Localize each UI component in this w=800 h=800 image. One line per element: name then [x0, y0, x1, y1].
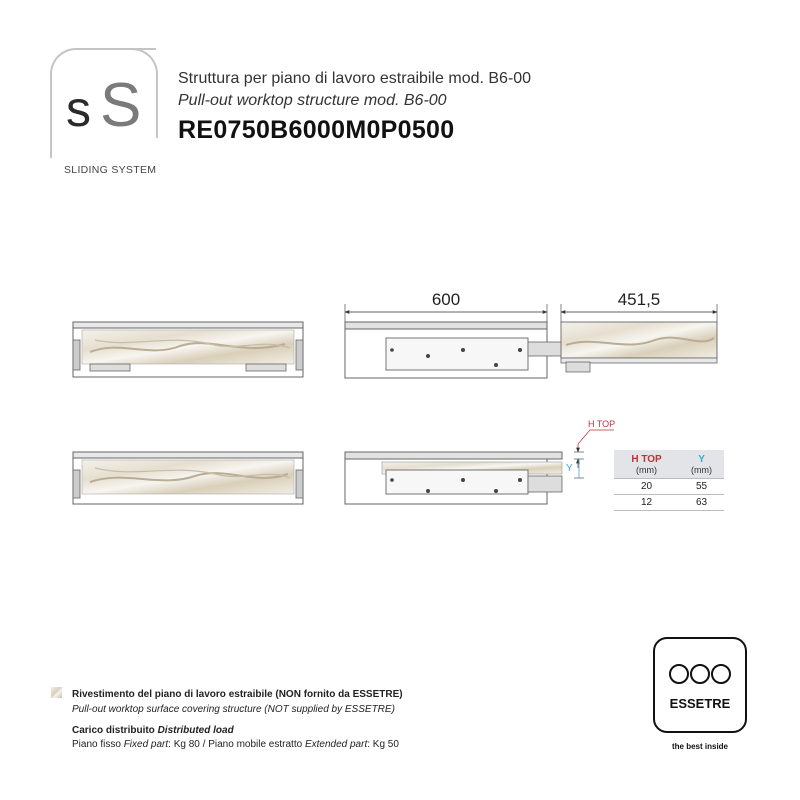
- y-indicator-label: Y: [566, 463, 573, 474]
- load-mobile-italian: Piano mobile estratto: [208, 739, 303, 750]
- brand-tagline: the best inside: [671, 742, 728, 751]
- side-view-closed: [345, 419, 615, 504]
- load-fixed-italian: Piano fisso: [72, 739, 121, 750]
- logo-caption: SLIDING SYSTEM: [64, 164, 157, 176]
- load-heading-italian: Carico distribuito: [72, 725, 155, 736]
- table-header-htop: H TOP (mm): [614, 450, 679, 479]
- marble-swatch: [51, 687, 62, 698]
- table-row: [614, 479, 724, 495]
- note-covering-english: Pull-out worktop surface covering structure (NOT supplied by ESSETRE): [72, 704, 395, 715]
- title-italian: Struttura per piano di lavoro estraibile mod. B6-00: [178, 70, 532, 87]
- title-english: Pull-out worktop structure mod. B6-00: [178, 92, 447, 109]
- logo-letter-dark: s: [66, 81, 87, 137]
- load-heading-english: Distributed load: [157, 725, 234, 736]
- front-view-closed: [73, 322, 303, 377]
- note-load-heading: [72, 725, 234, 736]
- load-mobile-english: Extended part: [304, 739, 368, 750]
- table-cell: 20: [614, 479, 679, 495]
- table-cell: 12: [614, 495, 679, 511]
- table-cell: 55: [679, 479, 724, 495]
- product-code: RE0750B6000M0P0500: [178, 116, 455, 144]
- load-mobile-value: Kg 50: [372, 739, 399, 750]
- logo-letter-light: S: [100, 71, 142, 140]
- load-fixed-value: Kg 80: [173, 739, 200, 750]
- logo-circle-icon: [669, 664, 689, 684]
- table-header-y: Y (mm): [679, 450, 724, 479]
- load-fixed-english: Fixed part: [123, 739, 169, 750]
- front-view-low: [73, 452, 303, 504]
- height-table: [614, 450, 724, 511]
- table-row: [614, 495, 724, 511]
- htop-indicator-label: H TOP: [588, 419, 616, 429]
- note-covering-italian: Rivestimento del piano di lavoro estraibile (NON fornito da ESSETRE): [72, 689, 403, 700]
- logo-circle-icon: [711, 664, 731, 684]
- essetre-logo: [653, 637, 747, 733]
- table-cell: 63: [679, 495, 724, 511]
- logo-circle-icon: [690, 664, 710, 684]
- brand-name: ESSETRE: [669, 696, 731, 711]
- side-view-extended: [345, 290, 717, 378]
- dimension-fixed: 600: [431, 290, 461, 309]
- dimension-extended: 451,5: [617, 290, 661, 309]
- note-load-values: Piano fisso Fixed part: Kg 80 / Piano mobile estratto Extended part: Kg 50: [72, 739, 399, 750]
